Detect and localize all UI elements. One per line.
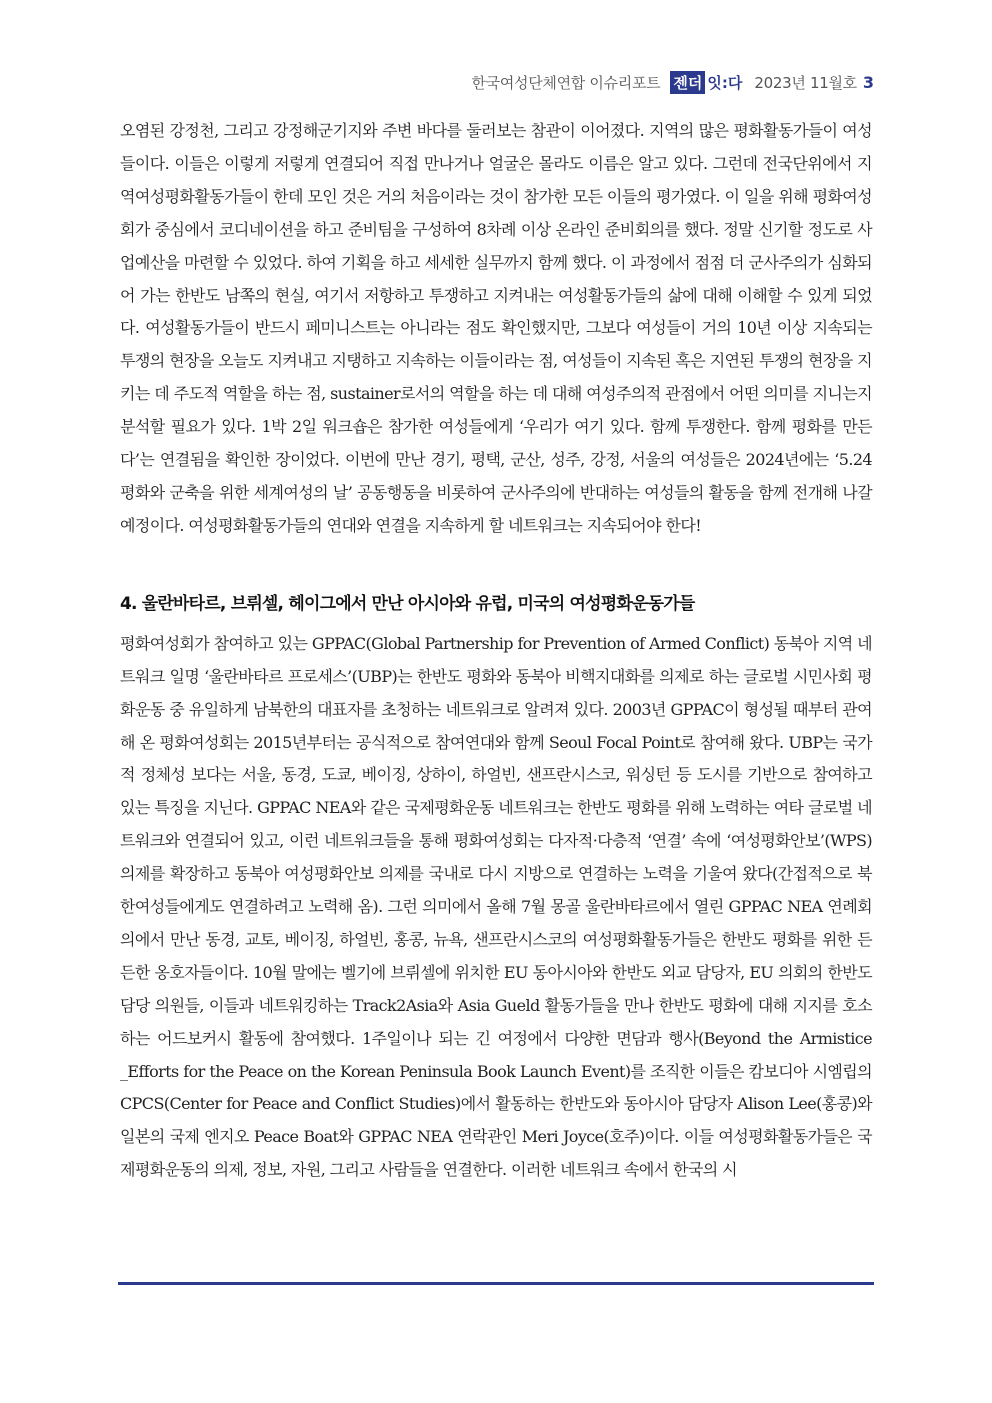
page-content: [120, 115, 872, 1187]
page-header: [471, 70, 874, 94]
header-issue: 2023년 11월호: [754, 73, 857, 92]
body-paragraph-1: 오염된 강정천, 그리고 강정해군기지와 주변 바다를 둘러보는 참관이 이어졌다. 지역의 많은 평화활동가들이 여성들이다. 이들은 이렇게 저렇게 연결되어 직접 만나거나 얼굴은 몰라도 이름은 알고 있다. 그런데 전국단위에서 지역여성평화활동가들이 한데 모인 것은 거의 처음이라는 것이 참가한 모든 이들의 평가였다. 이 일을 위해 평화여성회가 중심에서 코디네이션을 하고 준비팀을 구성하여 8차례 이상 온라인 준비회의를 했다. 정말 신기할 정도로 사업예산을 마련할 수 있었다. 하여 기획을 하고 세세한 실무까지 함께 했다. 이 과정에서 점점 더 군사주의가 심화되어 가는 한반도 남쪽의 현실, 여기서 저항하고 투쟁하고 지켜내는 여성활동가들의 삶에 대해 이해할 수 있게 되었다. 여성활동가들이 반드시 페미니스트는 아니라는 점도 확인했지만, 그보다 여성들이 거의 10년 이상 지속되는 투쟁의 현장을 오늘도 지켜내고 지탱하고 지속하는 이들이라는 점, 여성들이 지속된 혹은 지연된 투쟁의 현장을 지키는 데 주도적 역할을 하는 점, sustainer로서의 역할을 하는 데 대해 여성주의적 관점에서 어떤 의미를 지니는지 분석할 필요가 있다. 1박 2일 워크숍은 참가한 여성들에게 ‘우리가 여기 있다. 함께 투쟁한다. 함께 평화를 만든다’는 연결됨을 확인한 장이었다. 이번에 만난 경기, 평택, 군산, 성주, 강정, 서울의 여성들은 2024년에는 ‘5.24 평화와 군축을 위한 세계여성의 날’ 공동행동을 비롯하여 군사주의에 반대하는 여성들의 활동을 함께 전개해 나갈 예정이다. 여성평화활동가들의 연대와 연결을 지속하게 할 네트워크는 지속되어야 한다!: [120, 121, 872, 535]
logo-rest: 잇:다: [707, 73, 743, 92]
header-org: 한국여성단체연합 이슈리포트: [471, 73, 661, 92]
report-logo: [670, 71, 742, 94]
page-number: 3: [862, 72, 874, 92]
logo-box: 젠더: [670, 71, 705, 94]
body-paragraph-2: 평화여성회가 참여하고 있는 GPPAC(Global Partnership for Prevention of Armed Conflict) 동북아 지역 네트워크 일명 ‘울란바타르 프로세스’(UBP)는 한반도 평화와 동북아 비핵지대화를 의제로 하는 글로벌 시민사회 평화운동 중 유일하게 남북한의 대표자를 초청하는 네트워크로 알려져 있다. 2003년 GPPAC이 형성될 때부터 관여해 온 평화여성회는 2015년부터는 공식적으로 참여연대와 함께 Seoul Focal Point로 참여해 왔다. UBP는 국가적 정체성 보다는 서울, 동경, 도쿄, 베이징, 상하이, 하얼빈, 샌프란시스코, 워싱턴 등 도시를 기반으로 참여하고 있는 특징을 지닌다. GPPAC NEA와 같은 국제평화운동 네트워크는 한반도 평화를 위해 노력하는 여타 글로벌 네트워크와 연결되어 있고, 이런 네트워크들을 통해 평화여성회는 다자적·다층적 ‘연결’ 속에 ‘여성평화안보’(WPS) 의제를 확장하고 동북아 여성평화안보 의제를 국내로 다시 지방으로 연결하는 노력을 기울여 왔다(간접적으로 북한여성들에게도 연결하려고 노력해 옴). 그런 의미에서 올해 7월 몽골 울란바타르에서 열린 GPPAC NEA 연례회의에서 만난 동경, 교토, 베이징, 하얼빈, 홍콩, 뉴욕, 샌프란시스코의 여성평화활동가들은 한반도 평화를 위한 든든한 옹호자들이다. 10월 말에는 벨기에 브뤼셀에 위치한 EU 동아시아와 한반도 외교 담당자, EU 의회의 한반도 담당 의원들, 이들과 네트워킹하는 Track2Asia와 Asia Gueld 활동가들을 만나 한반도 평화에 대해 지지를 호소하는 어드보커시 활동에 참여했다. 1주일이나 되는 긴 여정에서 다양한 면담과 행사(Beyond the Armistice _Efforts for the Peace on the Korean Peninsula Book Launch Event)를 조직한 이들은 캄보디아 시엠립의 CPCS(Center for Peace and Conflict Studies)에서 활동하는 한반도와 동아시아 담당자 Alison Lee(홍콩)와 일본의 국제 엔지오 Peace Boat와 GPPAC NEA 연락관인 Meri Joyce(호주)이다. 이들 여성평화활동가들은 국제평화운동의 의제, 정보, 자원, 그리고 사람들을 연결한다. 이러한 네트워크 속에서 한국의 시: [120, 633, 872, 1180]
section-title: 4. 울란바타르, 브뤼셀, 헤이그에서 만난 아시아와 유럽, 미국의 여성평화운동가들: [120, 593, 695, 614]
footer-divider: [118, 1282, 874, 1285]
